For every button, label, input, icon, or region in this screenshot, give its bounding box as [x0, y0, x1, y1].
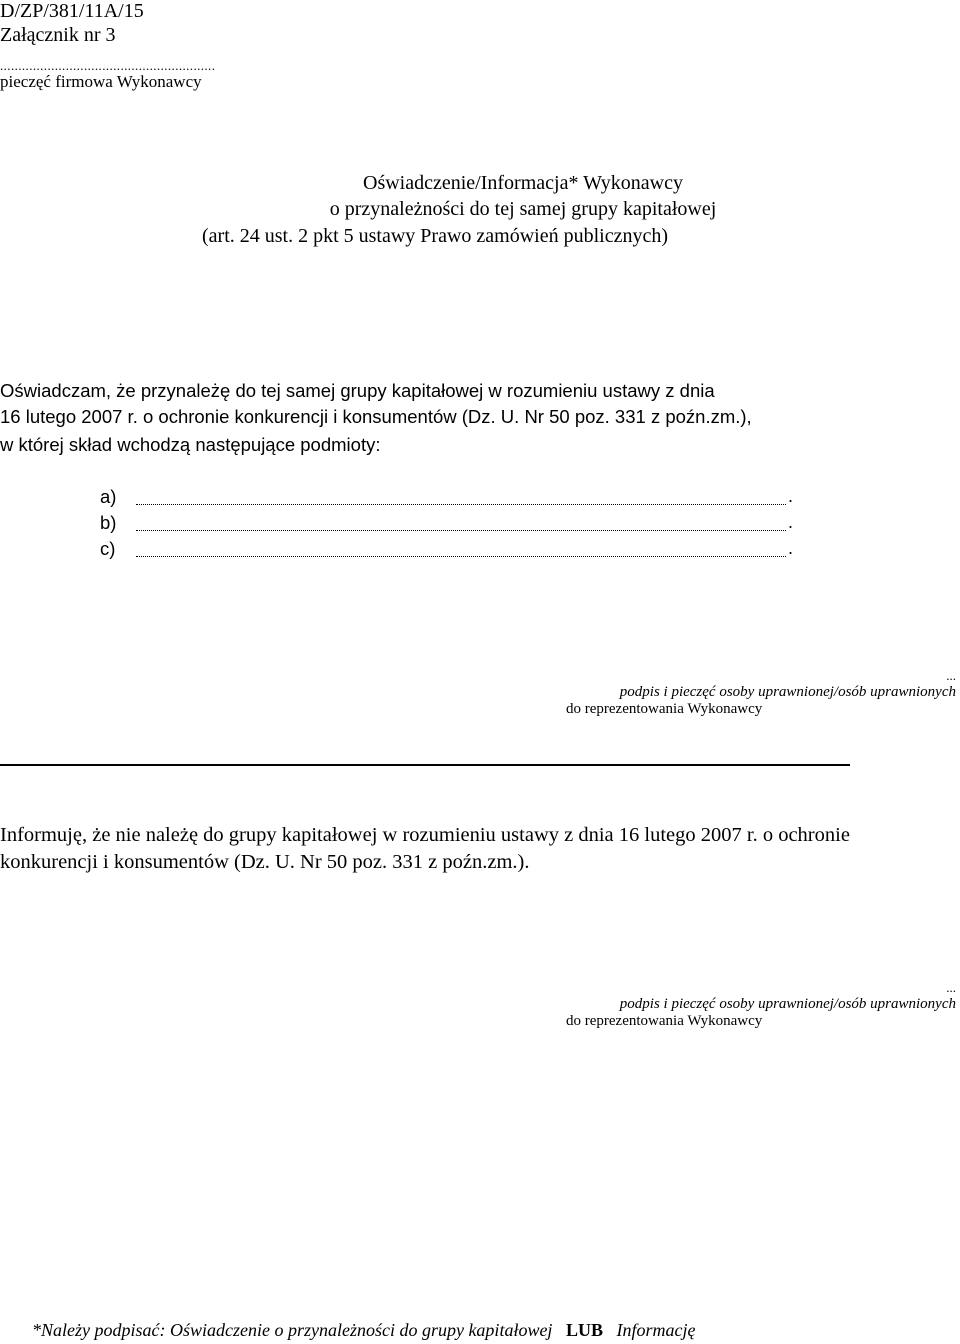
- footnote-suffix: Informację: [616, 1320, 696, 1340]
- signature-placeholder-2: ...: [946, 980, 956, 995]
- signature-sublabel-2: do reprezentowania Wykonawcy: [566, 1013, 763, 1029]
- footnote: [32, 1320, 695, 1341]
- company-stamp-placeholder: ...........................................................: [0, 58, 216, 73]
- signature-label-1: podpis i pieczęć osoby uprawnionej/osób uprawnionych: [619, 684, 956, 700]
- entity-field-a[interactable]: [136, 504, 786, 505]
- information-line-1: Informuję, że nie należę do grupy kapitałowej w rozumieniu ustawy z dnia 16 lutego 2007 r. o ochronie: [0, 824, 850, 846]
- entity-label-a: a): [100, 486, 117, 507]
- legal-basis: (art. 24 ust. 2 pkt 5 ustawy Prawo zamówień publicznych): [202, 225, 669, 247]
- entity-field-b[interactable]: [136, 530, 786, 531]
- declaration-line-2: 16 lutego 2007 r. o ochronie konkurencji i konsumentów (Dz. U. Nr 50 poz. 331 z poźn.zm.),: [0, 406, 752, 427]
- document-reference: D/ZP/381/11A/15: [0, 0, 144, 22]
- signature-placeholder-1: ...: [946, 668, 956, 683]
- declaration-line-1: Oświadczam, że przynależę do tej samej grupy kapitałowej w rozumieniu ustawy z dnia: [0, 380, 715, 401]
- footnote-connector: LUB: [565, 1320, 603, 1340]
- entity-end-a: .: [788, 486, 794, 506]
- entity-end-b: .: [788, 512, 794, 532]
- footnote-prefix: *Należy podpisać: Oświadczenie o przynależności do grupy kapitałowej: [32, 1320, 553, 1340]
- entity-field-c[interactable]: [136, 556, 786, 557]
- declaration-line-3: w której skład wchodzą następujące podmioty:: [0, 434, 381, 455]
- company-stamp-label: pieczęć firmowa Wykonawcy: [0, 72, 202, 91]
- section-divider: [0, 764, 850, 766]
- entity-end-c: .: [788, 538, 794, 558]
- document-subtitle: o przynależności do tej samej grupy kapitałowej: [329, 198, 717, 220]
- signature-sublabel-1: do reprezentowania Wykonawcy: [566, 701, 763, 717]
- entity-label-b: b): [100, 512, 117, 533]
- entity-label-c: c): [100, 538, 116, 559]
- information-line-2: konkurencji i konsumentów (Dz. U. Nr 50 poz. 331 z poźn.zm.).: [0, 851, 530, 873]
- attachment-number: Załącznik nr 3: [0, 24, 116, 46]
- document-title: Oświadczenie/Informacja* Wykonawcy: [363, 172, 683, 194]
- signature-label-2: podpis i pieczęć osoby uprawnionej/osób uprawnionych: [619, 996, 956, 1012]
